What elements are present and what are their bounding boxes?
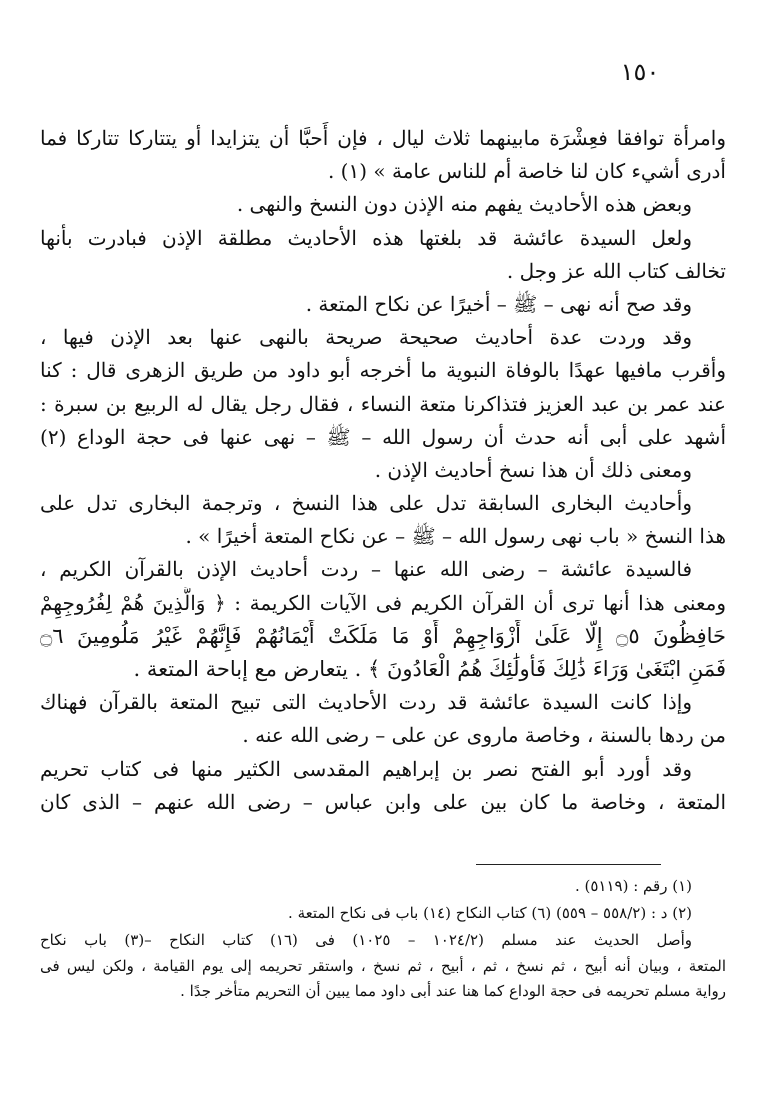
body-line: هذا النسخ « باب نهى رسول الله – ﷺ – عن نكاح المتعة أخيرًا » . [185, 524, 726, 549]
body-line: ومعنى ذلك أن هذا نسخ أحاديث الإذن . [374, 457, 692, 482]
body-line: المتعة ، وخاصة ما كان بين على وابن عباس – رضى الله عنهم – الذى كان [40, 789, 726, 814]
quran-verse-line: حَافِظُونَ ۝٥ إِلَّا عَلَىٰ أَزْوَاجِهِمْ أَوْ مَا مَلَكَتْ أَيْمَانُهُمْ فَإِنَّهُمْ غَيْرُ مَلُومِينَ ۝٦ [40, 623, 726, 648]
footnote-divider [476, 864, 661, 865]
body-line: تخالف كتاب الله عز وجل . [506, 258, 726, 283]
body-line: وبعض هذه الأحاديث يفهم منه الإذن دون النسخ والنهى . [236, 192, 692, 217]
footnotes [40, 873, 726, 1004]
footnote-line: (١) رقم : (٥١١٩) . [574, 877, 692, 895]
body-line: أشهد على أبى أنه حدث أن رسول الله – ﷺ – نهى عنها فى حجة الوداع (٢) [40, 424, 726, 449]
footnote-line: المتعة ، وبيان أنه أبيح ، ثم نسخ ، ثم ، أبيح ، ثم نسخ ، واستقر تحريمه إلى يوم القيامة ، ولكن ليس فى [40, 957, 726, 975]
body-line: وقد أورد أبو الفتح نصر بن إبراهيم المقدسى الكثير منها فى كتاب تحريم [40, 756, 692, 781]
footnote-line: (٢) د : (٥٥٨/٢ – ٥٥٩) (٦) كتاب النكاح (١٤) باب فى نكاح المتعة . [288, 904, 692, 922]
body-line: وأحاديث البخارى السابقة تدل على هذا النسخ ، وترجمة البخارى تدل على [40, 491, 692, 516]
body-line: فالسيدة عائشة – رضى الله عنها – ردت أحاديث الإذن بالقرآن الكريم ، [40, 557, 692, 582]
body-line: ولعل السيدة عائشة قد بلغتها هذه الأحاديث مطلقة الإذن فبادرت بأنها [40, 225, 692, 250]
body-line: وأقرب مافيها عهدًا بالوفاة النبوية ما أخرجه أبو داود من طريق الزهرى قال : كنا [40, 358, 726, 383]
body-line: من ردها بالسنة ، وخاصة ماروى عن على – رضى الله عنه . [242, 723, 726, 748]
body-line: أدرى أشيء كان لنا خاصة أم للناس عامة » (١) . [327, 159, 726, 184]
body-line: ومعنى هذا أنها ترى أن القرآن الكريم فى الآيات الكريمة : ﴿ وَالَّذِينَ هُمْ لِفُرُوجِهِمْ [40, 590, 726, 615]
body-line: عند عمر بن عبد العزيز فتذاكرنا متعة النساء ، فقال رجل يقال له الربيع بن سبرة : [40, 391, 726, 416]
main-text [40, 122, 726, 819]
body-line: وإذا كانت السيدة عائشة قد ردت الأحاديث التى تبيح المتعة بالقرآن فهناك [40, 690, 692, 715]
footnote-line: وأصل الحديث عند مسلم (١٠٢٤/٢ – ١٠٢٥) فى (١٦) كتاب النكاح –(٣) باب نكاح [40, 931, 692, 949]
footnote-line: رواية مسلم تحريمه فى حجة الوداع كما هنا عند أبى داود مما يبين أن التحريم متأخر جدًا . [180, 982, 726, 1000]
page-number: ١٥٠ [620, 58, 660, 86]
body-line: وقد وردت عدة أحاديث صحيحة صريحة بالنهى عنها بعد الإذن فيها ، [40, 325, 692, 350]
quran-verse-line: فَمَنِ ابْتَغَىٰ وَرَاءَ ذَٰلِكَ فَأُولَٰئِكَ هُمُ الْعَادُونَ ﴾ . يتعارض مع إباحة المتعة . [133, 657, 726, 681]
body-line: وامرأة توافقا فعِشْرَة مابينهما ثلاث ليال ، فإن أَحبَّا أن يتزايدا أو يتتاركا تتاركا فما [40, 126, 726, 150]
body-line: وقد صح أنه نهى – ﷺ – أخيرًا عن نكاح المتعة . [305, 291, 692, 316]
